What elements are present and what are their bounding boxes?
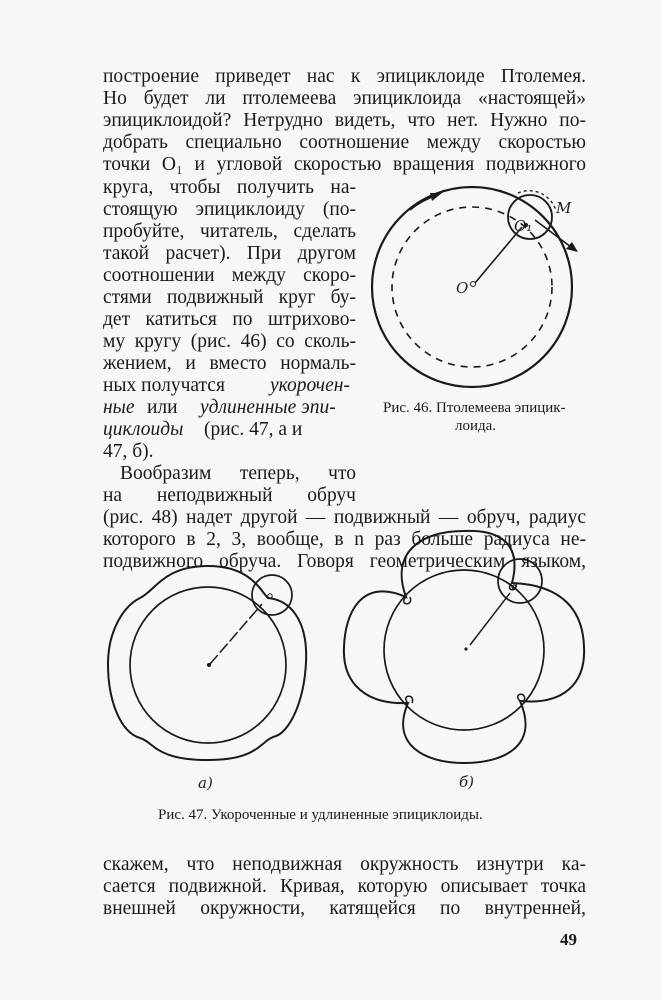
lengthened-epicycloid	[344, 531, 584, 763]
figure-46-caption: Рис. 46. Птолемеева эпицик-	[383, 400, 566, 416]
text-line: дет катиться по штрихово-	[103, 309, 356, 330]
arrow-head-icon	[430, 193, 442, 201]
text-line: Вообразим теперь, что	[120, 463, 356, 484]
text-line: добрать специально соотношение между скоростью	[103, 132, 586, 153]
text-word: или	[147, 397, 178, 418]
arrow-head-icon	[566, 242, 578, 252]
page-number: 49	[560, 930, 577, 949]
text-line: на неподвижный обруч	[103, 485, 356, 506]
italic-term: циклоиды	[103, 419, 184, 440]
figure-47a	[100, 560, 330, 790]
center-point	[471, 282, 476, 287]
label-o: O	[456, 279, 469, 297]
text-line: жением, и вместо нормаль-	[103, 353, 356, 374]
label-o1: O₁	[514, 217, 533, 235]
text-line: пробуйте, читатель, сделать	[103, 221, 356, 242]
text-line: скажем, что неподвижная окружность изнутри ка-	[103, 854, 586, 875]
text-line: построение приведет нас к эпициклоиде Птолемея.	[103, 66, 586, 87]
italic-term: ные	[103, 397, 135, 418]
text-line: такой расчет). При другом	[103, 243, 356, 264]
text-line: му кругу (рис. 46) со сколь-	[103, 331, 356, 352]
text-line: соотношении между скоро-	[103, 265, 356, 286]
italic-term: укорочен-	[270, 375, 350, 396]
shortened-epicycloid	[108, 566, 306, 760]
fixed-circle	[372, 187, 572, 387]
text-line: стями подвижный круг бу-	[103, 287, 356, 308]
figure-46-caption: лоида.	[455, 418, 497, 434]
center-point	[464, 647, 467, 650]
text-line: (рис. 48) надет другой — подвижный — обруч, радиус	[103, 507, 586, 528]
figure-47b	[340, 535, 590, 790]
text-line: ных получатся	[103, 375, 225, 396]
text-line: сается подвижной. Кривая, которую описывает точка	[103, 876, 586, 897]
text-line: которого в 2, 3, вообще, в n раз больше радиуса не-	[103, 529, 586, 550]
text-line: круга, чтобы получить на-	[103, 177, 356, 198]
figure-47-caption: Рис. 47. Укороченные и удлиненные эпициклоиды.	[158, 807, 483, 823]
fixed-circle	[384, 570, 544, 730]
text-line: стоящую эпициклоиду (по-	[103, 199, 356, 220]
sublabel-a: а)	[198, 774, 213, 792]
radius-line	[210, 604, 262, 664]
text-line: точки O₁ и угловой скоростью вращения подвижного	[103, 154, 586, 175]
label-m: M	[556, 199, 572, 217]
figure-reference: 47, б).	[103, 441, 154, 462]
text-line: подвижного обруча. Говоря геометрическим языком,	[103, 551, 586, 572]
italic-term: удлиненные эпи-	[200, 397, 336, 418]
text-line: Но будет ли птолемеева эпициклоида «настоящей»	[103, 88, 586, 109]
figure-reference: (рис. 47, а и	[204, 419, 303, 440]
radius-line	[470, 593, 510, 645]
text-line: эпициклоидой? Нетрудно видеть, что нет. Нужно по-	[103, 110, 586, 131]
center-point	[207, 663, 211, 667]
figure-46	[360, 175, 590, 405]
sublabel-b: б)	[459, 773, 475, 791]
text-line: внешней окружности, катящейся по внутренней,	[103, 898, 586, 919]
loop	[518, 694, 525, 701]
radius-line	[475, 227, 522, 283]
